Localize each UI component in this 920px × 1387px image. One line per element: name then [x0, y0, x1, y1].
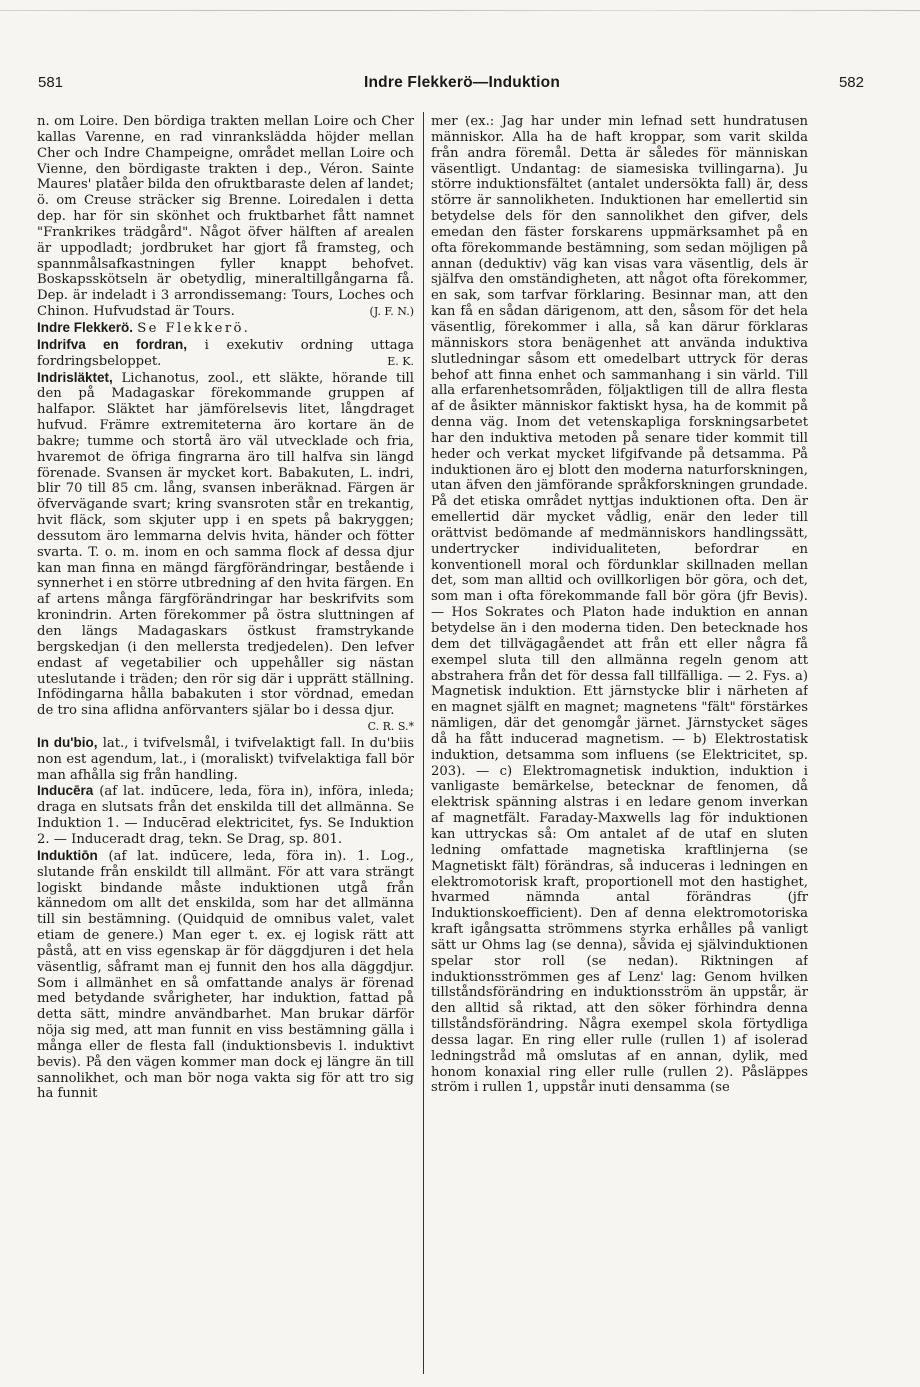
- entry-in-dubio: [37, 735, 414, 784]
- headword: Indrisläktet,: [37, 369, 113, 385]
- page-number-left: 581: [38, 74, 64, 91]
- entry-inducera: [37, 783, 414, 847]
- entry-indrifva: [37, 337, 414, 370]
- author-signature: E. K.: [387, 354, 414, 368]
- entry-text: Se Flekkerö.: [137, 320, 251, 336]
- page-number-right: 582: [838, 74, 864, 91]
- entry-indre-flekkero: [37, 320, 414, 337]
- entry-continuation: [37, 114, 414, 320]
- headword: Indrifva en fordran,: [37, 336, 187, 352]
- entry-text: n. om Loire. Den bördiga trakten mellan Loire och Cher kallas Varenne, en rad vinrankslädda höjder mellan Cher och Indre Champeigne, området mellan Loire och Vienne, den bördigaste trakten i dep., Véron. Sainte Maures' platåer bilda den ofruktbaraste delen af landet; ö. om Creuse sträcker sig Brenne. Loiredalen i detta dep. har för sin skönhet och fruktbarhet fått namnet "Frankrikes trädgård". Något öfver hälften af arealen är uppodladt; jordbruket har gjort få framsteg, och spannmålsafkastningen fyller knappt behofvet. Boskapsskötseln är obetydlig, mineraltillgångarna få. Dep. är indeladt i 3 arrondissemang: Tours, Loches och Chinon. Hufvudstad är Tours.: [37, 114, 414, 320]
- right-column: [431, 114, 808, 1364]
- entry-text: mer (ex.: Jag har under min lefnad sett hundratusen människor. Alla ha de haft kroppar, som varit skilda från andra föremål. Detta är således för människan väsentligt. Undantag: de siamesiska tvillingarna). Ju större induktionsfältet (antalet undersökta fall) är, dess större är sannolikheten. Induktionen har emellertid sin betydelse dels för den sannolikhet den gifver, dels emedan den fäster forskarens uppmärksamhet på en ofta förekommande bestämning, som sedan möjligen på annan (deduktiv) väg kan visas vara väsentlig, dels är själfva den omständigheten, att något ofta förekommer, en sak, som tarfvar förklaring. Besinnar man, att den kan få en sådan därigenom, att den, såsom för det hela väsentlig, förekommer i alla, så kan därur förklaras människors stora benägenhet att använda induktiva slutledningar såsom ett omedelbart uttryck för deras behof att finna enhet och sammanhang i sin värld. Till alla erfarenhetsområden, följaktligen till de allra flesta af de åsikter människor faktiskt hysa, ha de kommit på denna väg. Inom det vetenskapliga forskningsarbetet har den induktiva metoden på senare tider kommit till heder och verkat mycket lifgifvande på detsamma. På induktionen äro ej blott den moderna naturforskningen, utan äfven den jämförande språkforskningen grundade. På det etiska området nyttjas induktionen ofta. Den är emellertid där mycket vådlig, enär den leder till orättvist bedömande af medmänniskors handlingssätt, undertrycker individualiteten, befordrar en konventionell moral och fördunklar skillnaden mellan det, som man alltid och ovillkorligen bör göra, och det, som man i ofta förekommande fall bör göra (jfr Bevis). — Hos Sokrates och Platon hade induktion en annan betydelse än i den moderna tiden. Den betecknade hos dem det tillvägagåendet att från ett eller några få exempel sluta till den allmänna regeln genom att abstrahera från det för dessa fall tillfälliga. — 2. Fys. a) Magnetisk induktion. Ett järnstycke blir i närheten af en magnet själft en magnet; magnetens "fält" förstärkes nämligen, där det genomgår järnet. Järnstycket säges då ha fått inducerad magnetism. — b) Elektrostatisk induktion, detsamma som influens (se Elektricitet, sp. 203). — c) Elektromagnetisk induktion, induktion i vanligaste bemärkelse, betecknar de fenomen, då elektrisk spänning alstras i en ledare genom inverkan af magnetfält. Faraday-Maxwells lag för induktionen kan uttryckas så: Om antalet af de utaf en sluten ledning omfattade magnetiska kraftlinjerna (se Magnetiskt fält) förändras, så induceras i ledningen en elektromotorisk kraft, proportionell mot den hastighet, hvarmed nämnda antal förändras (jfr Induktionskoefficient). Den af denna elektromotoriska kraft igångsatta strömmens styrka erhålles på vanligt sätt ur Ohms lag (se denna), såvida ej självinduktionen spelar stor roll (se nedan). Riktningen af induktionsströmmen ges af Lenz' lag: Genom hvilken tillståndsförändring en induktionsström än uppstår, är den alltid så riktad, att den söker förhindra denna tillståndsförändring. Några exempel skola förtydliga dessa lagar. En ring eller rulle (rullen 1) af isolerad ledningstråd må omslutas af en annan, dylik, med honom konaxial ring eller rulle (rullen 2). Påsläppes ström i rullen 1, uppstår inuti densamma (se: [431, 114, 808, 1096]
- headword: Indre Flekkerö.: [37, 319, 134, 335]
- scan-top-edge: [0, 10, 920, 11]
- entry-continuation: [431, 114, 808, 1096]
- running-title: Indre Flekkerö—Induktion: [364, 74, 560, 91]
- entry-text: Lichanotus, zool., ett släkte, hörande till den på Madagaskar förekommande gruppen af halfapor. Släktet har jämförelsevis litet, långdraget hufvud. Främre extremiteterna äro kortare än de bakre; tumme och stortå äro väl utvecklade och fria, hvaremot de öfriga fingrarna äro till halfva sin längd förenade. Svansen är mycket kort. Babakuten, L. indri, blir 70 till 85 cm. lång, svansen inberäknad. Färgen är öfvervägande svart; kring svansroten står en trekantig, hvit fläck, som skjuter upp i en spets på bakryggen; dessutom äro lemmarna delvis hvita, händer och fötter svarta. T. o. m. inom en och samma flock af dessa djur kan man finna en mängd färgförändringar, bestående i synnerhet i en större utbredning af den hvita färgen. En af artens många färgförändringar har beskrifvits som kronindrin. Arten förekommer på östra sluttningen af den längs Madagaskars östkust framstrykande bergskedjan (i den mellersta tredjedelen). Den lefver endast af vegetabilier och uppehåller sig nästan uteslutande i träden; den rör sig där i upprätt ställning. Infödingarna hålla babakuten i stor vördnad, emedan de tro sina aflidna anförvanters själar bo i dessa djur.: [37, 370, 414, 719]
- left-column: [37, 114, 414, 1364]
- headword: In du'bio,: [37, 734, 98, 750]
- entry-text: (af lat. indūcere, leda, föra in), införa, inleda; draga en slutsats från det enskilda till det allmänna. Se Induktion 1. — Inducērad elektricitet, fys. Se Induktion 2. — Induceradt drag, tekn. Se Drag, sp. 801.: [37, 784, 414, 847]
- headword: Inducēra: [37, 783, 94, 799]
- entry-induktion: [37, 848, 414, 1103]
- entry-text: i exekutiv ordning uttaga fordringsbeloppet.: [37, 337, 414, 369]
- page-header: [30, 74, 894, 98]
- author-signature: (J. F. N.): [369, 305, 414, 319]
- headword: Induktiōn: [37, 847, 98, 863]
- column-divider: [423, 112, 424, 1374]
- entry-text: (af lat. indūcere, leda, föra in). 1. Log., slutande från enskildt till allmänt. För att vara strängt logiskt bindande måste induktionen utgå från kännedom om allt det enskilda, som har det allmänna till sin bestämning. (Quidquid de omnibus valet, valet etiam de genere.) Man eger t. ex. ej logisk rätt att påstå, att en viss egenskap är för däggdjuren i det hela väsentlig, såframt man ej funnit den hos alla däggdjur. Som i allmänhet en så omfattande analys är förenad med betydande svårigheter, har induktion, fattad på detta sätt, mindre användbarhet. Man brukar därför nöja sig med, att man funnit en viss bestämning gälla i många eller de flesta fall (induktionsbevis l. induktivt bevis). På den vägen kommer man dock ej längre än till sannolikhet, och man bör noga vakta sig för att tro sig ha funnit: [37, 848, 414, 1102]
- entry-indrislaktet: [37, 369, 414, 734]
- author-signature: C. R. S.*: [367, 720, 414, 734]
- entry-text: lat., i tvifvelsmål, i tvifvelaktigt fall. In du'biis non est agendum, lat., i (moraliskt) tvifvelaktiga fall bör man afhålla sig från handling.: [37, 735, 414, 783]
